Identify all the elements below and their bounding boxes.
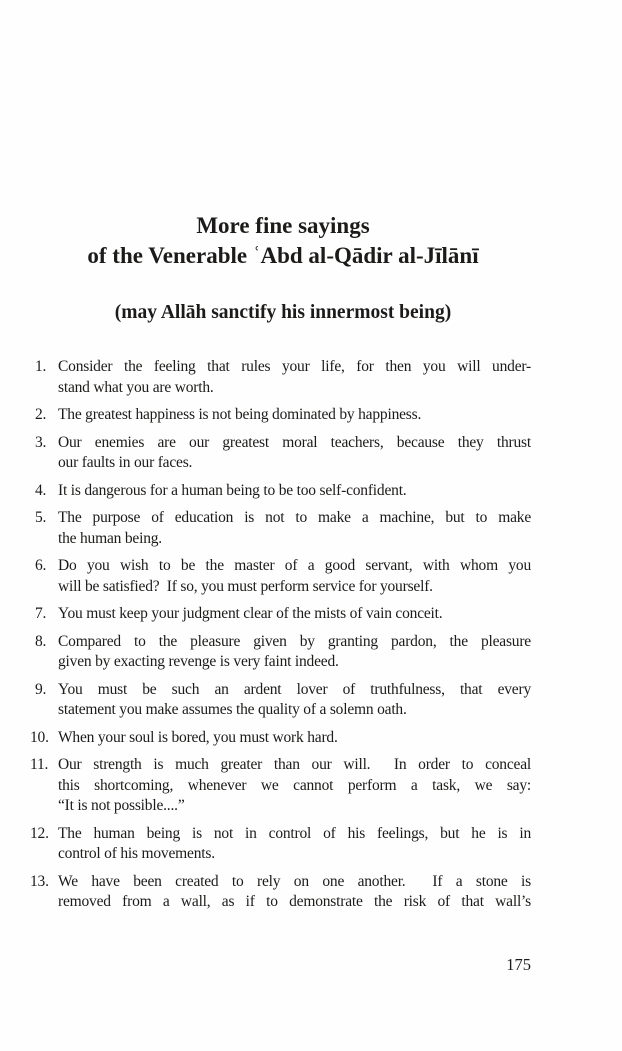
saying-line: this shortcoming, whenever we cannot perform a task, we say:: [58, 776, 531, 794]
page-number: 175: [506, 954, 531, 974]
saying-number: 11.: [30, 756, 49, 773]
saying-line: Our strength is much greater than our will. In order to conceal: [58, 756, 531, 773]
saying-number: 2.: [35, 406, 47, 423]
saying-item-11: [30, 755, 531, 817]
saying-number: 9.: [35, 680, 47, 698]
saying-line: You must be such an ardent lover of truthfulness, that every: [58, 680, 531, 698]
title-line-2: of the Venerable ʿAbd al-Qādir al-Jīlānī: [87, 243, 479, 268]
saying-text: [58, 433, 531, 474]
saying-item-3: [35, 433, 531, 474]
saying-number: 12.: [30, 824, 49, 842]
saying-line: will be satisfied? If so, you must perform service for yourself.: [58, 577, 433, 595]
saying-line: “It is not possible....”: [58, 797, 185, 814]
saying-text: [58, 481, 531, 502]
saying-item-5: [35, 508, 531, 549]
saying-text: [58, 632, 531, 673]
saying-number: 3.: [35, 433, 47, 451]
saying-line: The human being is not in control of his feelings, but he is in: [58, 824, 531, 842]
saying-item-13: [30, 872, 531, 913]
saying-line: When your soul is bored, you must work hard.: [58, 728, 338, 746]
saying-line: removed from a wall, as if to demonstrate the risk of that wall’s: [58, 893, 531, 910]
page-subtitle: (may Allāh sanctify his innermost being): [114, 302, 452, 323]
saying-text: [58, 405, 531, 426]
saying-line: our faults in our faces.: [58, 454, 193, 471]
saying-line: Do you wish to be the master of a good servant, with whom you: [58, 557, 531, 574]
saying-text: [58, 728, 531, 749]
saying-line: the human being.: [58, 529, 162, 547]
saying-line: You must keep your judgment clear of the mists of vain conceit.: [58, 605, 443, 622]
saying-text: [58, 755, 531, 817]
saying-number: 7.: [35, 605, 47, 622]
saying-number: 6.: [35, 557, 47, 574]
saying-item-6: [35, 556, 531, 597]
saying-line: given by exacting revenge is very faint indeed.: [58, 653, 339, 670]
saying-text: [58, 604, 531, 625]
saying-item-1: [35, 357, 531, 398]
saying-line: Consider the feeling that rules your life, for then you will under-: [58, 358, 531, 375]
saying-line: statement you make assumes the quality of a solemn oath.: [58, 701, 407, 718]
saying-text: [58, 357, 531, 398]
saying-number: 10.: [30, 728, 49, 746]
saying-number: 1.: [35, 358, 47, 375]
saying-line: control of his movements.: [58, 845, 215, 862]
saying-number: 8.: [35, 632, 47, 650]
saying-text: [58, 508, 531, 549]
sayings-list: [30, 357, 531, 913]
saying-item-8: [35, 632, 531, 673]
saying-text: [58, 680, 531, 721]
saying-line: stand what you are worth.: [58, 378, 214, 396]
saying-text: [58, 872, 531, 913]
title-line-1: More fine sayings: [196, 213, 370, 238]
text-column: [30, 211, 531, 976]
saying-number: 5.: [35, 509, 47, 526]
saying-item-7: [35, 604, 531, 625]
saying-line: It is dangerous for a human being to be too self-confident.: [58, 481, 407, 499]
saying-line: The greatest happiness is not being dominated by happiness.: [58, 406, 422, 423]
page-title: [35, 211, 531, 271]
saying-number: 13.: [30, 872, 49, 890]
saying-item-10: [30, 728, 531, 749]
saying-item-4: [35, 481, 531, 502]
saying-item-9: [35, 680, 531, 721]
saying-number: 4.: [35, 481, 47, 499]
saying-line: Compared to the pleasure given by granting pardon, the pleasure: [58, 632, 531, 650]
saying-item-2: [35, 405, 531, 426]
saying-item-12: [30, 824, 531, 865]
saying-text: [58, 556, 531, 597]
saying-line: Our enemies are our greatest moral teachers, because they thrust: [58, 433, 531, 451]
saying-line: We have been created to rely on one another. If a stone is: [58, 872, 531, 890]
saying-line: The purpose of education is not to make a machine, but to make: [58, 509, 531, 526]
saying-text: [58, 824, 531, 865]
